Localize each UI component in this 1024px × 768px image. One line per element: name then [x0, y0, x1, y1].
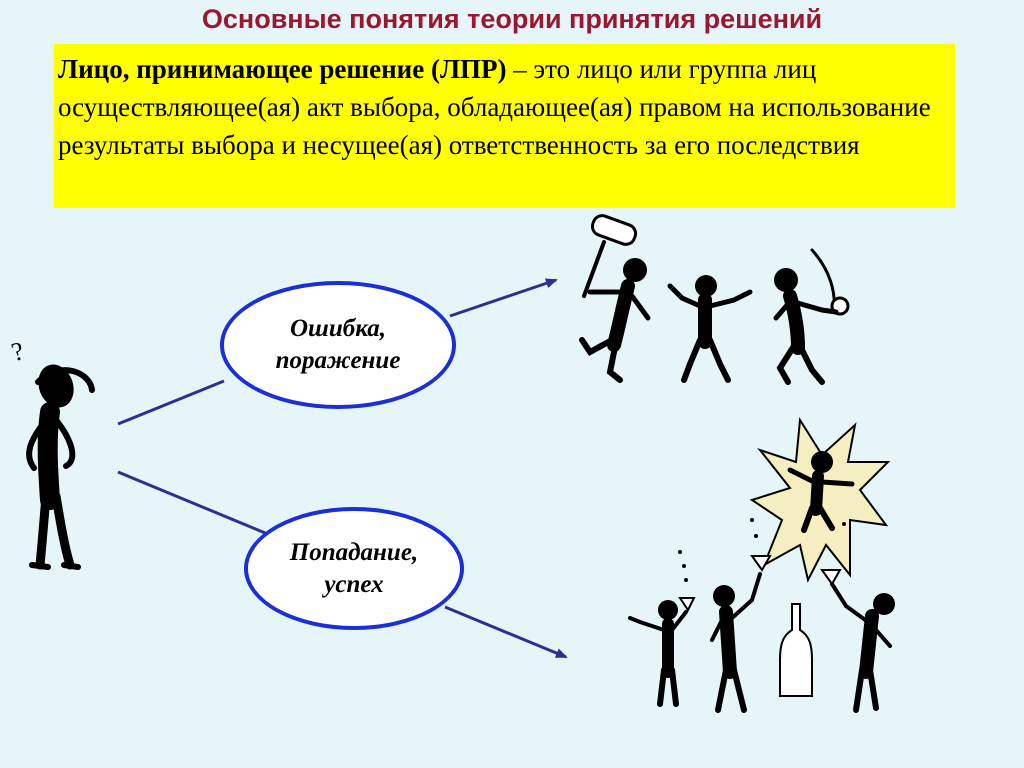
definition-text: – это лицо или группа лиц осуществляющее(ая) акт выбора, обладающее(ая) правом на использование результаты выбора и несущее(ая) ответственность за его последствия: [58, 54, 931, 160]
slide-title: Основные понятия теории принятия решений: [201, 4, 823, 34]
outcome-success-line1: Попадание,: [289, 538, 419, 566]
outcome-success-line2: успех: [324, 570, 384, 598]
definition-term: Лицо, принимающее решение (ЛПР): [58, 54, 507, 84]
outcome-fail-line1: Ошибка,: [289, 315, 387, 342]
svg-text:?: ?: [8, 336, 27, 368]
outcome-fail-line2: поражение: [275, 347, 401, 374]
